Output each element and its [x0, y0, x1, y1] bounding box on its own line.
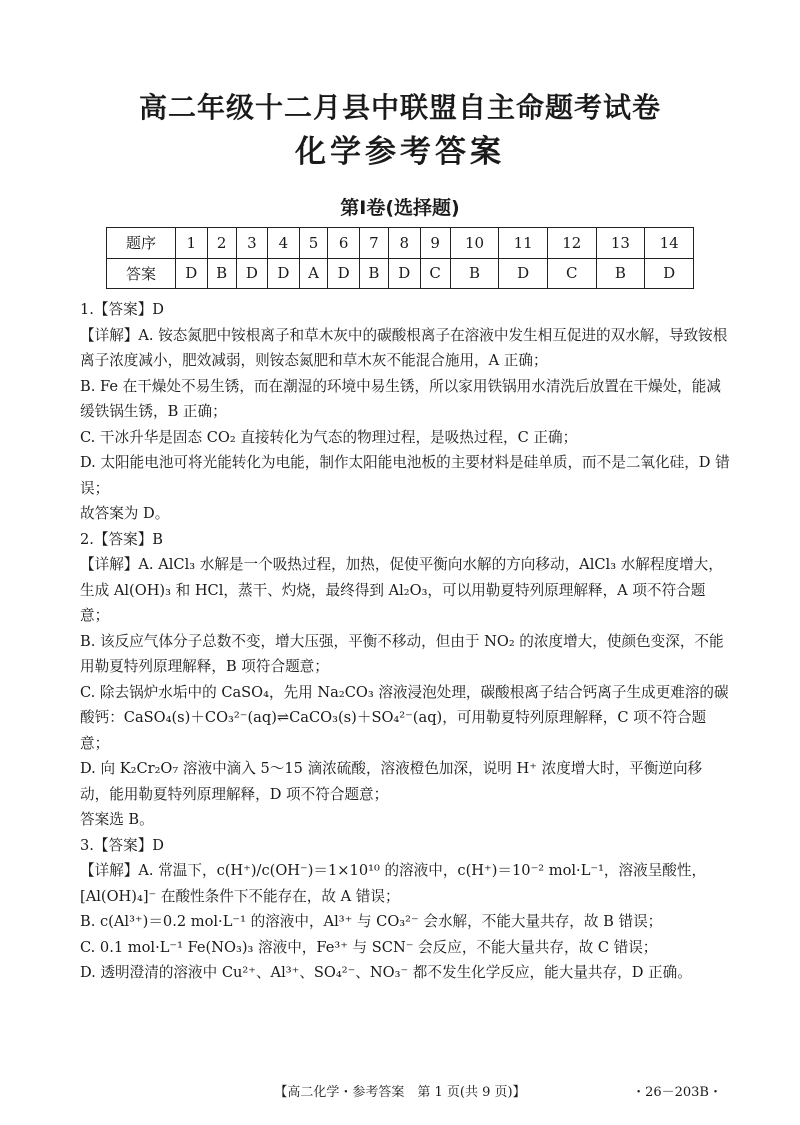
answer-row: [107, 258, 694, 289]
answer-cell: D: [176, 258, 208, 289]
question-number: 4: [268, 228, 300, 259]
question-3: [80, 833, 730, 986]
answer-cell: C: [547, 258, 596, 289]
explanation-paragraph: C. 0.1 mol·L⁻¹ Fe(NO₃)₃ 溶液中，Fe³⁺ 与 SCN⁻ 会反应，不能大量共存，故 C 错误；: [80, 938, 658, 956]
answer-cell: B: [596, 258, 645, 289]
answer-cell: B: [450, 258, 499, 289]
answer-key-title: 化学参考答案: [295, 134, 505, 170]
row-label-answer: 答案: [107, 258, 176, 289]
explanation-paragraph: D. 太阳能电池可将光能转化为电能，制作太阳能电池板的主要材料是硅单质，而不是二氧化硅，D 错误；: [80, 454, 730, 497]
question-number: 9: [420, 228, 450, 259]
question-1: [80, 297, 730, 527]
answer-cell: B: [359, 258, 388, 289]
question-number: 6: [328, 228, 360, 259]
footer-code: ・26－203B・: [632, 1085, 722, 1100]
question-title: 1.【答案】D: [80, 301, 164, 318]
question-number: 3: [236, 228, 268, 259]
question-number-row: [107, 228, 694, 259]
answer-cell: D: [389, 258, 421, 289]
row-label-question: 题序: [107, 228, 176, 259]
answer-cell: A: [299, 258, 328, 289]
question-number: 7: [359, 228, 388, 259]
answer-explanations: [80, 297, 730, 986]
question-number: 8: [389, 228, 421, 259]
explanation-paragraph: C. 除去锅炉水垢中的 CaSO₄，先用 Na₂CO₃ 溶液浸泡处理，碳酸根离子结合钙离子生成更难溶的碳酸钙：CaSO₄(s)＋CO₃²⁻(aq)⇌CaCO₃(s)＋SO₄²⁻(aq)，可用勒夏特列原理解释，C 项不符合题意；: [80, 683, 729, 752]
question-title: 3.【答案】D: [80, 836, 164, 854]
question-2: [80, 527, 730, 833]
question-number: 14: [645, 228, 694, 259]
explanation-paragraph: 【详解】A. 铵态氮肥中铵根离子和草木灰中的碳酸根离子在溶液中发生相互促进的双水解，导致铵根离子浓度减小，肥效减弱，则铵态氮肥和草木灰不能混合施用，A 正确；: [80, 326, 728, 369]
answer-cell: C: [420, 258, 450, 289]
question-number: 2: [207, 228, 236, 259]
question-title: 2.【答案】B: [80, 530, 164, 548]
question-number: 10: [450, 228, 499, 259]
exam-title: 高二年级十二月县中联盟自主命题考试卷: [138, 91, 661, 124]
section-heading: 第Ⅰ卷(选择题): [340, 197, 460, 219]
question-number: 12: [547, 228, 596, 259]
question-number: 13: [596, 228, 645, 259]
answer-cell: D: [328, 258, 360, 289]
conclusion: 故答案为 D。: [80, 505, 170, 522]
answer-table: [106, 227, 694, 289]
explanation-paragraph: C. 干冰升华是固态 CO₂ 直接转化为气态的物理过程，是吸热过程，C 正确；: [80, 428, 578, 446]
answer-cell: D: [499, 258, 548, 289]
answer-cell: D: [268, 258, 300, 289]
explanation-paragraph: D. 透明澄清的溶液中 Cu²⁺、Al³⁺、SO₄²⁻、NO₃⁻ 都不发生化学反应，能大量共存，D 正确。: [80, 964, 692, 981]
answer-cell: D: [236, 258, 268, 289]
explanation-paragraph: 【详解】A. 常温下，c(H⁺)/c(OH⁻)＝1×10¹⁰ 的溶液中，c(H⁺)＝10⁻² mol·L⁻¹，溶液呈酸性，[Al(OH)₄]⁻ 在酸性条件下不能存在，故 A 错误；: [80, 862, 707, 905]
explanation-paragraph: B. 该反应气体分子总数不变，增大压强，平衡不移动，但由于 NO₂ 的浓度增大，使颜色变深，不能用勒夏特列原理解释，B 项符合题意；: [80, 632, 724, 675]
answer-cell: D: [645, 258, 694, 289]
explanation-paragraph: D. 向 K₂Cr₂O₇ 溶液中滴入 5～15 滴浓硫酸，溶液橙色加深，说明 H⁺ 浓度增大时，平衡逆向移动，能用勒夏特列原理解释，D 项不符合题意；: [80, 760, 703, 803]
question-number: 11: [499, 228, 548, 259]
question-number: 5: [299, 228, 328, 259]
explanation-paragraph: B. Fe 在干燥处不易生锈，而在潮湿的环境中易生锈，所以家用铁锅用水清洗后放置在干燥处，能减缓铁锅生锈，B 正确；: [80, 377, 721, 420]
footer-page-info: 【高二化学・参考答案 第 1 页(共 9 页)】: [274, 1085, 526, 1100]
explanation-paragraph: 【详解】A. AlCl₃ 水解是一个吸热过程，加热，促使平衡向水解的方向移动，AlCl₃ 水解程度增大，生成 Al(OH)₃ 和 HCl，蒸干、灼烧，最终得到 Al₂O₃，可以用勒夏特列原理解释，A 项不符合题意；: [80, 556, 723, 624]
question-number: 1: [176, 228, 208, 259]
explanation-paragraph: B. c(Al³⁺)＝0.2 mol·L⁻¹ 的溶液中，Al³⁺ 与 CO₃²⁻ 会水解，不能大量共存，故 B 错误；: [80, 913, 663, 930]
answer-cell: B: [207, 258, 236, 289]
conclusion: 答案选 B。: [80, 811, 154, 828]
page-footer: [0, 1081, 800, 1103]
